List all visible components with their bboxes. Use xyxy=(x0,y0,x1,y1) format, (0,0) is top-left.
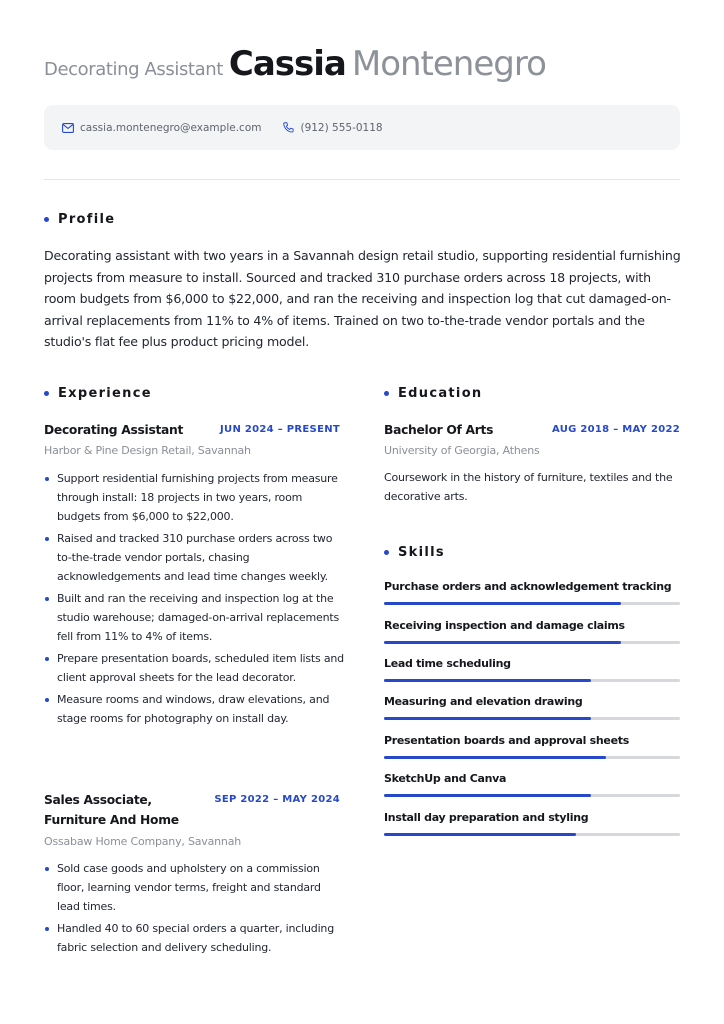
education-dates: AUG 2018 – MAY 2022 xyxy=(551,424,680,435)
job-company: Ossabaw Home Company xyxy=(44,835,182,848)
job-dates: JUN 2024 – PRESENT xyxy=(220,424,340,435)
profile-heading xyxy=(44,212,115,227)
skill-bar-track xyxy=(384,641,680,644)
job-company-line: Harbor & Pine Design Retail, Savannah xyxy=(44,444,251,457)
job-header xyxy=(44,420,340,440)
email-text: cassia.montenegro@example.com xyxy=(80,121,262,134)
experience-title: Experience xyxy=(58,386,152,401)
school-line: University of Georgia, Athens xyxy=(384,444,540,457)
skill-item xyxy=(384,811,680,836)
skill-bar-fill xyxy=(384,756,606,759)
list-item: Built and ran the receiving and inspection log at the studio warehouse; damaged-on-arrival replacements fell from 11% to 4% of items. xyxy=(44,589,344,646)
education-header xyxy=(384,420,680,440)
job-title: Decorating Assistant xyxy=(44,423,184,437)
contact-phone[interactable] xyxy=(283,122,382,134)
school-name: University of Georgia xyxy=(384,444,497,457)
skill-item xyxy=(384,734,680,759)
profile-summary: Decorating assistant with two years in a Savannah design retail studio, supporting residential furnishing projects from measure to install. Sourced and tracked 310 purchase orders across 18 projects, with room budgets from $6,000 to $22,000, and ran the receiving and inspection log that cut damaged-on-arrival replacements from 11% to 4% of items. Trained on two to-the-trade vendor portals and the studio's flat fee plus product pricing model. xyxy=(44,248,681,350)
list-item: Raised and tracked 310 purchase orders across two to-the-trade vendor portals, chasing acknowledgements and lead time changes weekly. xyxy=(44,529,344,586)
resume-header xyxy=(44,44,684,88)
degree: Bachelor Of Arts xyxy=(384,423,494,437)
job-company: Harbor & Pine Design Retail xyxy=(44,444,192,457)
skill-name: Receiving inspection and damage claims xyxy=(384,619,625,632)
list-item: Support residential furnishing projects from measure through install: 18 projects in two years, room budgets from $6,000 to $22,000. xyxy=(44,469,344,526)
job-dates: SEP 2022 – MAY 2024 xyxy=(214,794,340,805)
skill-name: Measuring and elevation drawing xyxy=(384,695,583,708)
education-title: Education xyxy=(398,386,483,401)
skill-bar-track xyxy=(384,679,680,682)
list-item: Measure rooms and windows, draw elevations, and stage rooms for photography on install day. xyxy=(44,690,344,728)
profile-title: Profile xyxy=(58,212,116,227)
job-bullets xyxy=(44,469,344,731)
experience-heading xyxy=(44,386,152,401)
skill-item xyxy=(384,695,680,720)
list-item: Handled 40 to 60 special orders a quarter, including fabric selection and delivery scheduling. xyxy=(44,919,344,957)
job-header xyxy=(44,790,340,830)
skill-name: SketchUp and Canva xyxy=(384,772,507,785)
skill-name: Install day preparation and styling xyxy=(384,811,589,824)
envelope-icon xyxy=(62,123,74,133)
heading-dot xyxy=(44,391,49,396)
header-divider xyxy=(44,179,680,180)
skill-item xyxy=(384,657,680,682)
job-company-line: Ossabaw Home Company, Savannah xyxy=(44,835,242,848)
skill-bar-fill xyxy=(384,833,576,836)
job-bullets xyxy=(44,859,344,960)
heading-dot xyxy=(384,391,389,396)
skills-heading xyxy=(384,545,445,560)
skill-bar-track xyxy=(384,602,680,605)
skill-bar-fill xyxy=(384,602,621,605)
job-location: Savannah xyxy=(187,835,242,848)
contact-email[interactable] xyxy=(62,122,261,134)
education-description: Coursework in the history of furniture, textiles and the decorative arts. xyxy=(384,471,673,503)
skill-bar-fill xyxy=(384,717,591,720)
skill-name: Lead time scheduling xyxy=(384,657,511,670)
skill-bar-track xyxy=(384,833,680,836)
skill-bar-fill xyxy=(384,641,621,644)
list-item: Prepare presentation boards, scheduled item lists and client approval sheets for the lead decorator. xyxy=(44,649,344,687)
last-name: Montenegro xyxy=(351,44,546,84)
first-name: Cassia xyxy=(228,44,346,84)
phone-icon xyxy=(283,122,294,133)
skill-name: Purchase orders and acknowledgement tracking xyxy=(384,580,672,593)
skills-title: Skills xyxy=(398,545,445,560)
skill-bar-fill xyxy=(384,794,591,797)
skill-item xyxy=(384,580,680,605)
heading-dot xyxy=(384,550,389,555)
skill-name: Presentation boards and approval sheets xyxy=(384,734,629,747)
skill-bar-track xyxy=(384,794,680,797)
job-location: Savannah xyxy=(197,444,251,457)
phone-text: (912) 555-0118 xyxy=(300,121,383,134)
job-title: Sales Associate, Furniture And Home xyxy=(44,793,179,827)
heading-dot xyxy=(44,217,49,222)
skill-item xyxy=(384,619,680,644)
skill-bar-track xyxy=(384,717,680,720)
skill-bar-fill xyxy=(384,679,591,682)
school-location: Athens xyxy=(502,444,540,457)
contact-bar xyxy=(44,105,680,150)
list-item: Sold case goods and upholstery on a commission floor, learning vendor terms, freight and standard lead times. xyxy=(44,859,344,916)
skill-item xyxy=(384,772,680,797)
header-role: Decorating Assistant xyxy=(44,59,223,80)
education-heading xyxy=(384,386,482,401)
skill-bar-track xyxy=(384,756,680,759)
